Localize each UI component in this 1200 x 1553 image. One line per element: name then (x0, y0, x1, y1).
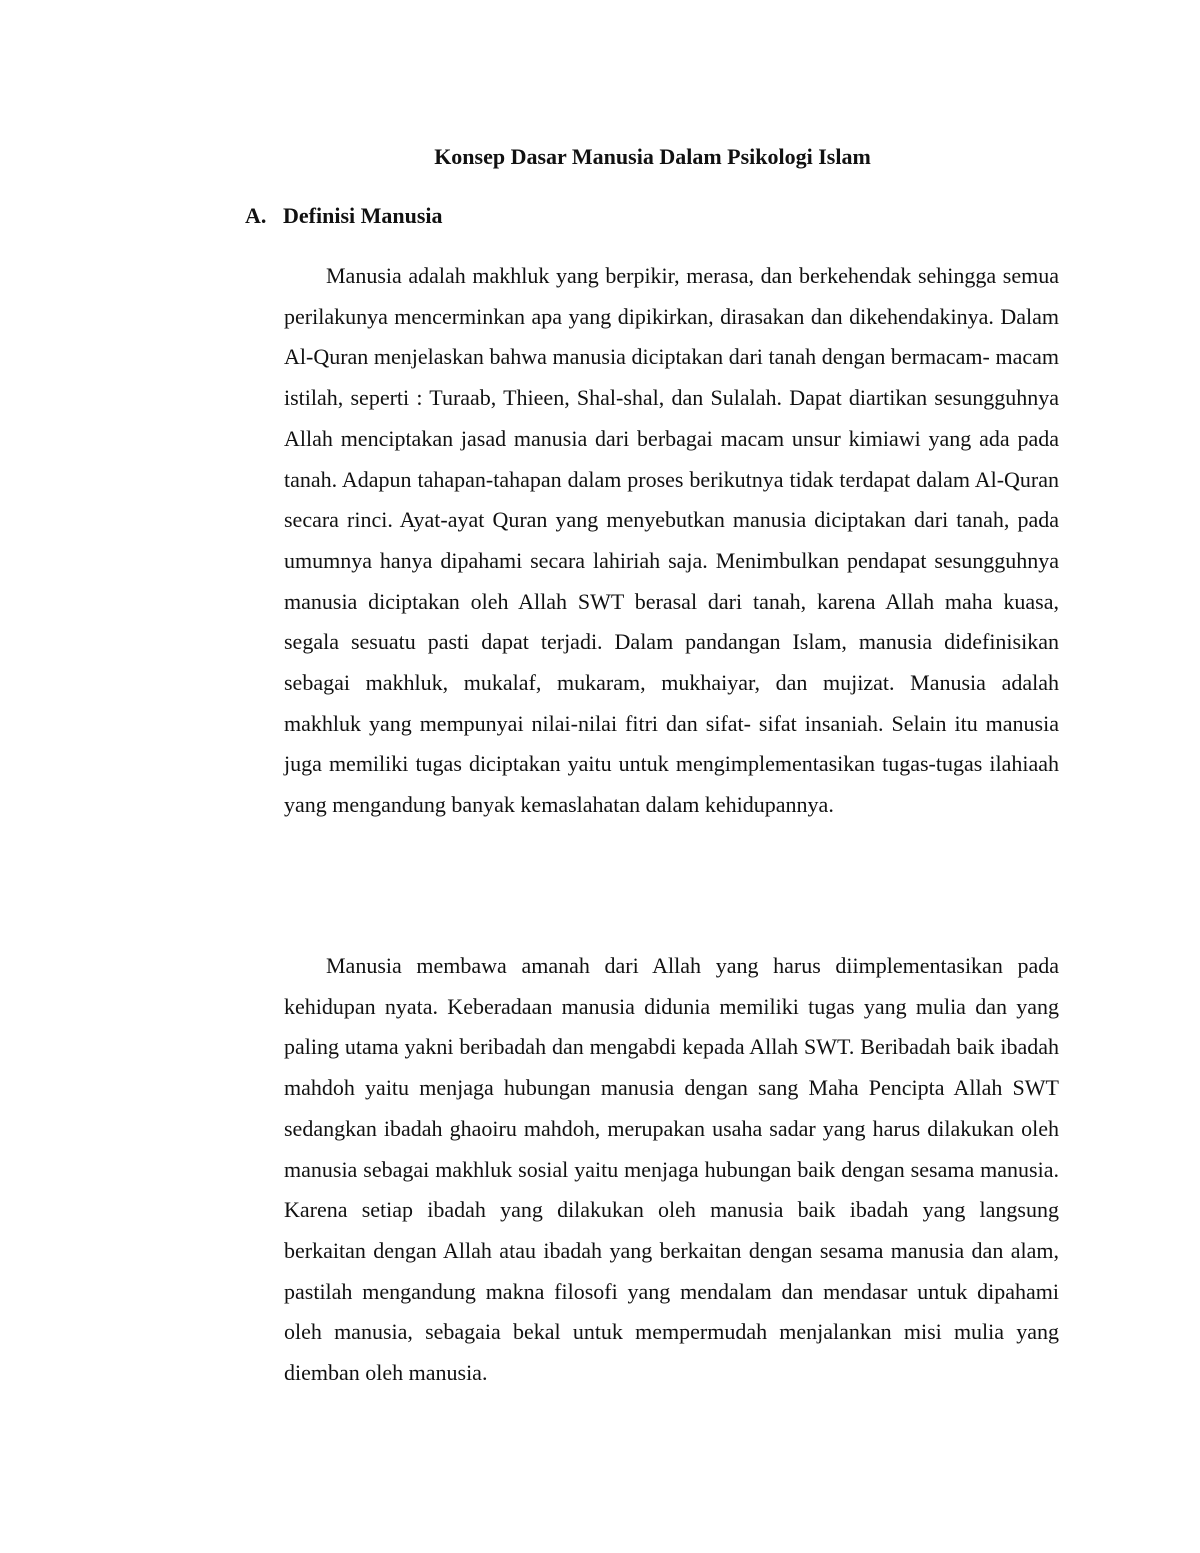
section-heading (245, 201, 443, 231)
document-title: Konsep Dasar Manusia Dalam Psikologi Islam (434, 144, 871, 169)
body-paragraph: Manusia membawa amanah dari Allah yang harus diimplementasikan pada kehidupan nyata. Keberadaan manusia didunia memiliki tugas yang mulia dan yang paling utama yakni beribadah dan mengabdi kepada Allah SWT. Beribadah baik ibadah mahdoh yaitu menjaga hubungan manusia dengan sang Maha Pencipta Allah SWT sedangkan ibadah ghaoiru mahdoh, merupakan usaha sadar yang harus dilakukan oleh manusia sebagai makhluk sosial yaitu menjaga hubungan baik dengan sesama manusia. Karena setiap ibadah yang dilakukan oleh manusia baik ibadah yang langsung berkaitan dengan Allah atau ibadah yang berkaitan dengan sesama manusia dan alam, pastilah mengandung makna filosofi yang mendalam dan mendasar untuk dipahami oleh manusia, sebagaia bekal untuk mempermudah menjalankan misi mulia yang diemban oleh manusia. (284, 953, 1059, 1386)
section-marker: A. (245, 203, 267, 228)
body-paragraph: Manusia adalah makhluk yang berpikir, merasa, dan berkehendak sehingga semua perilakunya mencerminkan apa yang dipikirkan, dirasakan dan dikehendakinya. Dalam Al-Quran menjelaskan bahwa manusia diciptakan dari tanah dengan bermacam- macam istilah, seperti : Turaab, Thieen, Shal-shal, dan Sulalah. Dapat diartikan sesungguhnya Allah menciptakan jasad manusia dari berbagai macam unsur kimiawi yang ada pada tanah. Adapun tahapan-tahapan dalam proses berikutnya tidak terdapat dalam Al-Quran secara rinci. Ayat-ayat Quran yang menyebutkan manusia diciptakan dari tanah, pada umumnya hanya dipahami secara lahiriah saja. Menimbulkan pendapat sesungguhnya manusia diciptakan oleh Allah SWT berasal dari tanah, karena Allah maha kuasa, segala sesuatu pasti dapat terjadi. Dalam pandangan Islam, manusia didefinisikan sebagai makhluk, mukalaf, mukaram, mukhaiyar, dan mujizat. Manusia adalah makhluk yang mempunyai nilai-nilai fitri dan sifat- sifat insaniah. Selain itu manusia juga memiliki tugas diciptakan yaitu untuk mengimplementasikan tugas-tugas ilahiaah yang mengandung banyak kemaslahatan dalam kehidupannya. (284, 263, 1059, 818)
section-heading-text: Definisi Manusia (283, 203, 443, 228)
